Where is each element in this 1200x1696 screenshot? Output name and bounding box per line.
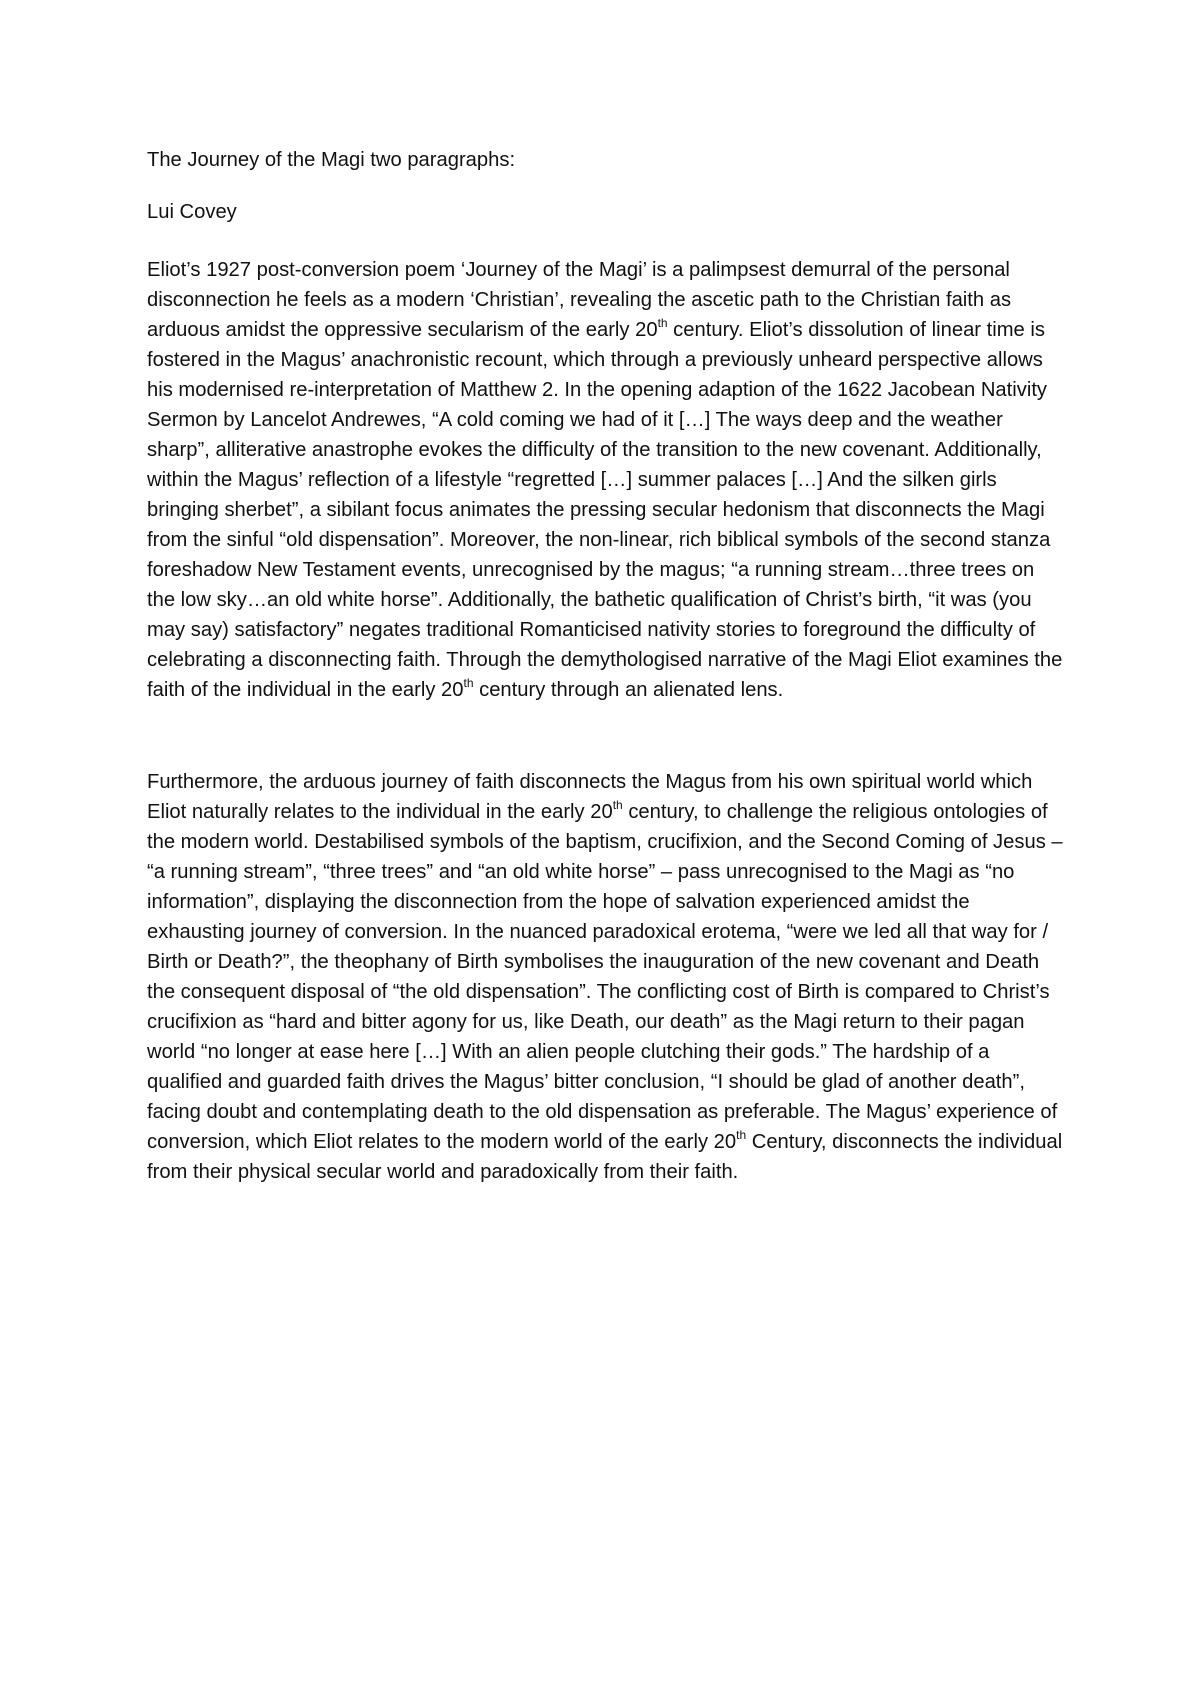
superscript-ordinal: th: [736, 1128, 747, 1143]
document-title: The Journey of the Magi two paragraphs:: [147, 149, 516, 171]
paragraph-1: [147, 255, 1067, 705]
paragraph-1-text-c: century through an alienated lens.: [473, 679, 784, 701]
paragraph-1-text-a: Eliot’s 1927 post-conversion poem ‘Journey of the Magi’ is a palimpsest demurral of the personal disconnection he feels as a modern ‘Christian’, revealing the ascetic path to the Christian faith as arduous amidst the oppressive secularism of the early 20: [147, 259, 1012, 341]
author-name: Lui Covey: [147, 201, 237, 223]
superscript-ordinal: th: [612, 798, 623, 813]
superscript-ordinal: th: [657, 316, 668, 331]
paragraph-2-text-a: Furthermore, the arduous journey of faith disconnects the Magus from his own spiritual world which Eliot naturally relates to the individual in the early 20: [147, 771, 1033, 823]
paragraph-1-text-b: century. Eliot’s dissolution of linear time is fostered in the Magus’ anachronistic recount, which through a previously unheard perspective allows his modernised re-interpretation of Matthew 2. In the opening adaption of the 1622 Jacobean Nativity Sermon by Lancelot Andrewes, “A cold coming we had of it […] The ways deep and the weather sharp”, alliterative anastrophe evokes the difficulty of the transition to the new covenant. Additionally, within the Magus’ reflection of a lifestyle “regretted […] summer palaces […] And the silken girls bringing sherbet”, a sibilant focus animates the pressing secular hedonism that disconnects the Magi from the sinful “old dispensation”. Moreover, the non-linear, rich biblical symbols of the second stanza foreshadow New Testament events, unrecognised by the magus; “a running stream…three trees on the low sky…an old white horse”. Additionally, the bathetic qualification of Christ’s birth, “it was (you may say) satisfactory” negates traditional Romanticised nativity stories to foreground the difficulty of celebrating a disconnecting faith. Through the demythologised narrative of the Magi Eliot examines the faith of the individual in the early 20: [147, 319, 1063, 701]
document-page: [147, 145, 1067, 1187]
paragraph-2-text-b: century, to challenge the religious ontologies of the modern world. Destabilised symbols of the baptism, crucifixion, and the Second Coming of Jesus – “a running stream”, “three trees” and “an old white horse” – pass unrecognised to the Magi as “no information”, displaying the disconnection from the hope of salvation experienced amidst the exhausting journey of conversion. In the nuanced paradoxical erotema, “were we led all that way for / Birth or Death?”, the theophany of Birth symbolises the inauguration of the new covenant and Death the consequent disposal of “the old dispensation”. The conflicting cost of Birth is compared to Christ’s crucifixion as “hard and bitter agony for us, like Death, our death” as the Magi return to their pagan world “no longer at ease here […] With an alien people clutching their gods.” The hardship of a qualified and guarded faith drives the Magus’ bitter conclusion, “I should be glad of another death”, facing doubt and contemplating death to the old dispensation as preferable. The Magus’ experience of conversion, which Eliot relates to the modern world of the early 20: [147, 801, 1063, 1153]
paragraph-2-text-c: Century, disconnects the individual from their physical secular world and paradoxically from their faith.: [147, 1131, 1063, 1183]
paragraph-2: [147, 767, 1067, 1187]
superscript-ordinal: th: [463, 676, 474, 691]
paragraph-spacer: [147, 705, 1067, 767]
